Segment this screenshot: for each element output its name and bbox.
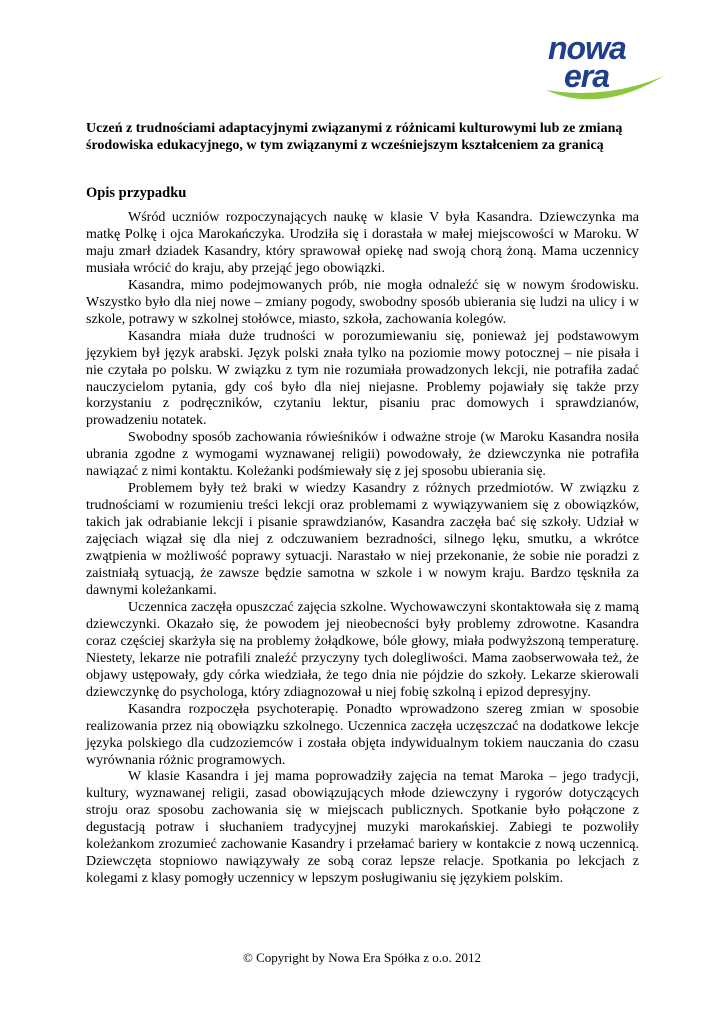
logo-word-era: era	[564, 58, 610, 94]
paragraph-3: Kasandra miała duże trudności w porozumiewaniu się, ponieważ jej podstawowym językiem był język arabski. Język polski znała tylko na poziomie mowy potocznej – nie pisała i nie czytała po polsku. W związku z tym nie rozumiała prowadzonych lekcji, nie potrafiła zadać nauczycielom pytania, gdy coś było dla niej niejasne. Problemy pojawiały się także przy korzystaniu z podręczników, czytaniu lektur, pisaniu prac domowych i sprawdzianów, prowadzeniu notatek.	[86, 328, 639, 429]
copyright-footer: © Copyright by Nowa Era Spółka z o.o. 2012	[242, 950, 482, 965]
paragraph-8: W klasie Kasandra i jej mama poprowadziły zajęcia na temat Maroka – jego tradycji, kultury, wyznawanej religii, zasad obowiązujących młode dziewczyny i rygorów dotyczących stroju oraz sposobu zachowania się w miejscach publicznych. Spotkanie było połączone z degustacją potraw i słuchaniem tradycyjnej muzyki marokańskiej. Zabiegi te pozwoliły koleżankom zrozumieć zachowanie Kasandry i przełamać bariery w kontakcie z nową uczennicą. Dziewczęta stopniowo nawiązywały ze sobą coraz lepsze relacje. Spotkania po lekcjach z kolegami z klasy pomogły uczennicy w lepszym posługiwaniu się językiem polskim.	[86, 769, 639, 887]
swoosh-path	[546, 76, 664, 99]
paragraph-6: Uczennica zaczęła opuszczać zajęcia szkolne. Wychowawczyni skontaktowała się z mamą dziewczynki. Okazało się, że powodem jej nieobecności były problemy zdrowotne. Kasandra coraz częściej skarżyła się na problemy żołądkowe, bóle głowy, miała podwyższoną temperaturę. Niestety, lekarze nie potrafili znaleźć przyczyny tych dolegliwości. Mama zaobserwowała też, że objawy ustępowały, gdy córka wiedziała, że tego dnia nie pójdzie do szkoły. Lekarze skierowali dziewczynkę do psychologa, który zdiagnozował u niej fobię szkolną i epizod depresyjny.	[86, 599, 639, 700]
logo-word-nowa: nowa	[548, 30, 626, 66]
paragraph-1: Wśród uczniów rozpoczynających naukę w klasie V była Kasandra. Dziewczynka ma matkę Polkę i ojca Marokańczyka. Urodziła się i dorastała w małej miejscowości w Maroku. W maju zmarł dziadek Kasandry, który sprawował opiekę nad swoją chorą żoną. Mama uczennicy musiała wrócić do kraju, aby przejąć jego obowiązki.	[86, 210, 639, 276]
paragraph-5: Problemem były też braki w wiedzy Kasandry z różnych przedmiotów. W związku z trudnościami w rozumieniu treści lekcji oraz problemami z wywiązywaniem się z obowiązków, takich jak odrabianie lekcji i pisanie sprawdzianów, Kasandra zaczęła bać się szkoły. Udział w zajęciach wiązał się dla niej z odczuwaniem bezradności, silnego lęku, smutku, a wkrótce zwątpienia w możliwość poprawy sytuacji. Narastało w niej przekonanie, że sobie nie poradzi z zaistniałą sytuacją, że zawsze będzie samotna w szkole i w nowym kraju. Bardzo tęskniła za dawnymi koleżankami.	[86, 481, 639, 598]
paragraph-4: Swobodny sposób zachowania rówieśników i odważne stroje (w Maroku Kasandra nosiła ubrania zgodne z wymogami wyznawanej religii) powodowały, że dziewczynka nie potrafiła nawiązać z nimi kontaktu. Koleżanki podśmiewały się z jej sposobu ubierania się.	[86, 430, 639, 480]
logo-swoosh-icon	[540, 76, 670, 112]
section-heading: Opis przypadku	[86, 185, 187, 201]
nowa-era-logo	[540, 32, 670, 112]
paragraph-2: Kasandra, mimo podejmowanych prób, nie mogła odnaleźć się w nowym środowisku. Wszystko było dla niej nowe – zmiany pogody, swobodny sposób ubierania się ludzi na ulicy i w szkole, potrawy w szkolnej stołówce, miasto, szkoła, zachowania kolegów.	[86, 277, 639, 327]
case-description	[86, 210, 639, 888]
document-title: Uczeń z trudnościami adaptacyjnymi związanymi z różnicami kulturowymi lub ze zmianą środowiska edukacyjnego, w tym związanymi z wcześniejszym kształceniem za granicą	[86, 121, 623, 153]
paragraph-7: Kasandra rozpoczęła psychoterapię. Ponadto wprowadzono szereg zmian w sposobie realizowania przez nią obowiązku szkolnego. Uczennica zaczęła uczęszczać na dodatkowe lekcje języka polskiego dla cudzoziemców i została objęta indywidualnym tokiem nauczania do czasu wyrównania różnic programowych.	[86, 701, 639, 768]
